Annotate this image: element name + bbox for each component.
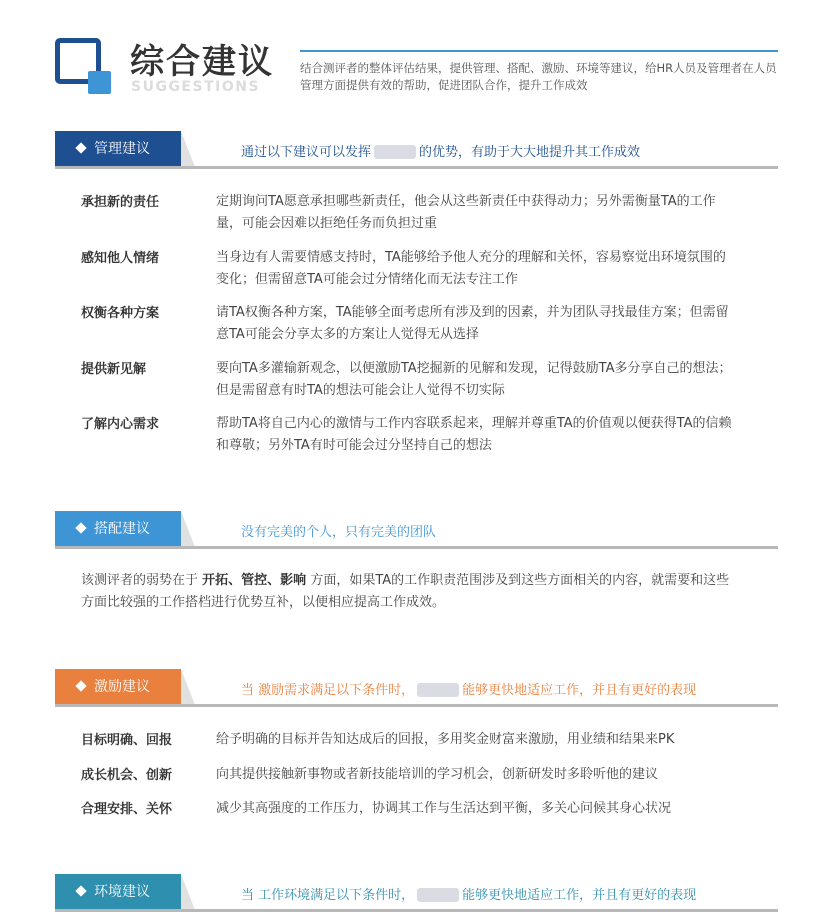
management-slogan bbox=[241, 141, 640, 160]
item-label: 了解内心需求 bbox=[81, 417, 160, 432]
environment-section-bar bbox=[55, 874, 778, 912]
motivation-tag bbox=[55, 669, 181, 705]
page-title: 综合建议 bbox=[130, 42, 274, 82]
tag-corner bbox=[181, 874, 195, 910]
item-label: 承担新的责任 bbox=[81, 195, 160, 210]
item-text: 定期询问TA愿意承担哪些新责任，他会从这些新责任中获得动力；另外需衡量TA的工作量，可能会因难以拒绝任务而负担过重 bbox=[216, 194, 716, 231]
match-tag-label: 搭配建议 bbox=[94, 521, 150, 537]
item-label: 提供新见解 bbox=[81, 362, 147, 377]
slogan-before: 当 激励需求满足以下条件时， bbox=[241, 683, 415, 698]
motivation-slogan bbox=[241, 679, 696, 698]
management-tag bbox=[55, 131, 181, 167]
redacted-name bbox=[374, 145, 416, 159]
logo-inner-square bbox=[88, 71, 111, 94]
match-paragraph bbox=[81, 570, 741, 614]
item-text: 向其提供接触新事物或者新技能培训的学习机会，创新研发时多聆听他的建议 bbox=[216, 767, 659, 782]
item-text: 帮助TA将自己内心的激情与工作内容联系起来，理解并尊重TA的价值观以便获得TA的信赖和尊敬；另外TA有时可能会过分坚持自己的想法 bbox=[216, 416, 732, 453]
slogan-after: 能够更快地适应工作，并且有更好的表现 bbox=[462, 683, 697, 698]
section-underline bbox=[55, 166, 778, 169]
item-label: 感知他人情绪 bbox=[81, 251, 160, 266]
management-tag-label: 管理建议 bbox=[94, 141, 150, 157]
header-divider bbox=[300, 50, 778, 52]
item-text: 减少其高强度的工作压力，协调其工作与生活达到平衡，多关心问候其身心状况 bbox=[216, 801, 672, 816]
para-after: 方面，如果TA的工作职责范围涉及到这些方面相关的内容，就需要和这些方面比较强的工作搭档进行优势互补，以便相应提高工作成效。 bbox=[81, 573, 730, 610]
item-label: 目标明确、回报 bbox=[81, 733, 173, 748]
page-subtitle: SUGGESTIONS bbox=[131, 79, 261, 95]
redacted-name bbox=[417, 888, 459, 902]
diamond-icon bbox=[75, 885, 86, 896]
item-text: 给予明确的目标并告知达成后的回报，多用奖金财富来激励，用业绩和结果来PK bbox=[216, 732, 675, 747]
section-underline bbox=[55, 909, 778, 912]
section-underline bbox=[55, 704, 778, 707]
item-label: 权衡各种方案 bbox=[81, 306, 160, 321]
page-intro: 结合测评者的整体评估结果，提供管理、搭配、激励、环境等建议，给HR人员及管理者在人员管理方面提供有效的帮助，促进团队合作，提升工作成效 bbox=[300, 61, 777, 92]
slogan-before: 当 工作环境满足以下条件时， bbox=[241, 888, 415, 903]
environment-slogan bbox=[241, 884, 696, 903]
item-label: 合理安排、关怀 bbox=[81, 802, 173, 817]
logo-icon bbox=[55, 38, 111, 94]
management-section-bar bbox=[55, 131, 778, 169]
redacted-name bbox=[417, 683, 459, 697]
match-slogan: 没有完美的个人，只有完美的团队 bbox=[241, 525, 437, 540]
slogan-after: 的优势，有助于大大地提升其工作成效 bbox=[419, 145, 641, 160]
tag-corner bbox=[181, 131, 195, 167]
match-tag bbox=[55, 511, 181, 547]
motivation-section-bar bbox=[55, 669, 778, 707]
tag-corner bbox=[181, 511, 195, 547]
item-text: 请TA权衡各种方案，TA能够全面考虑所有涉及到的因素，并为团队寻找最佳方案；但需留意TA可能会分享太多的方案让人觉得无从选择 bbox=[216, 305, 729, 342]
item-label: 成长机会、创新 bbox=[81, 768, 173, 783]
slogan-before: 通过以下建议可以发挥 bbox=[241, 145, 372, 160]
diamond-icon bbox=[75, 680, 86, 691]
para-before: 该测评者的弱势在于 bbox=[81, 573, 199, 588]
diamond-icon bbox=[75, 522, 86, 533]
item-text: 当身边有人需要情感支持时，TA能够给予他人充分的理解和关怀，容易察觉出环境氛围的变化；但需留意TA可能会过分情绪化而无法专注工作 bbox=[216, 250, 726, 287]
motivation-tag-label: 激励建议 bbox=[94, 679, 150, 695]
item-text: 要向TA多灌输新观念，以便激励TA挖掘新的见解和发现，记得鼓励TA多分享自己的想法；但是需留意有时TA的想法可能会让人觉得不切实际 bbox=[216, 361, 732, 398]
match-section-bar bbox=[55, 511, 778, 549]
environment-tag-label: 环境建议 bbox=[94, 884, 150, 900]
environment-tag bbox=[55, 874, 181, 910]
weak-areas: 开拓、管控、影响 bbox=[202, 573, 307, 588]
slogan-after: 能够更快地适应工作，并且有更好的表现 bbox=[462, 888, 697, 903]
diamond-icon bbox=[75, 142, 86, 153]
section-underline bbox=[55, 546, 778, 549]
tag-corner bbox=[181, 669, 195, 705]
